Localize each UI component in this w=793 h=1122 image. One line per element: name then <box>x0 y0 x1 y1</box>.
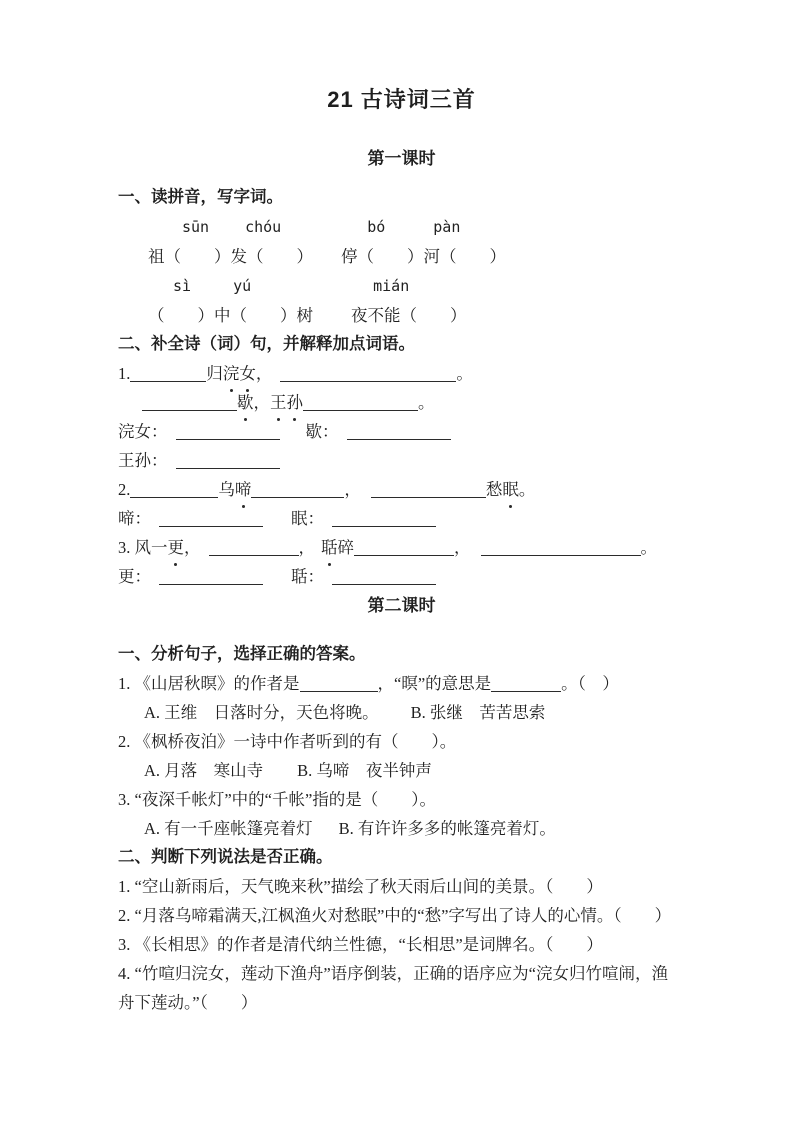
answer-blank[interactable] <box>354 539 454 556</box>
s2-j2-line <box>118 901 685 930</box>
spacer <box>251 290 373 291</box>
spacer <box>263 523 291 524</box>
pinyin-label: sì <box>173 277 192 295</box>
hanzi-row-2 <box>118 301 685 330</box>
spacer <box>118 775 144 776</box>
term-label: 更： <box>118 567 151 586</box>
term-label: 浣女： <box>118 422 168 441</box>
s1-sec1-heading <box>118 183 685 212</box>
emphasized-word <box>168 533 185 562</box>
answer-blank[interactable] <box>347 423 451 440</box>
question-text: ，“暝”的意思是 <box>377 674 492 693</box>
verse-text: 碎 <box>337 538 354 557</box>
judgment-text: 2. “月落乌啼霜满天,江枫渔火对愁眠”中的“愁”字写出了诗人的心情。（ ） <box>118 906 672 925</box>
emphasized-word <box>223 359 256 388</box>
term-label: 歇： <box>305 422 339 441</box>
answer-blank[interactable] <box>303 394 418 411</box>
spacer <box>168 436 176 437</box>
spacer <box>263 775 297 776</box>
spacer <box>168 465 176 466</box>
spacer <box>118 407 142 408</box>
emphasized-char: 浣 <box>223 359 240 388</box>
spacer <box>151 581 159 582</box>
option-a: A. 王维 日落时分，天色将晚。 <box>144 703 379 722</box>
verse-text: ， <box>253 393 270 412</box>
emphasized-word <box>235 475 252 504</box>
judgment-text: 1. “空山新雨后，天气晚来秋”描绘了秋天雨后山间的美景。（ ） <box>118 877 603 896</box>
s2-q2-options <box>118 756 685 785</box>
spacer <box>313 320 351 321</box>
pinyin-label: chóu <box>245 218 282 236</box>
emphasized-word <box>321 533 338 562</box>
lesson-title-text: 21 古诗词三首 <box>327 87 476 112</box>
answer-blank[interactable] <box>371 481 486 498</box>
answer-blank[interactable] <box>491 675 561 692</box>
word-blank-group: （ ）中（ ）树 <box>148 306 313 325</box>
s2-q3-options <box>118 814 685 843</box>
answer-blank[interactable] <box>142 394 237 411</box>
s1-q1-def1 <box>118 417 685 446</box>
verse-text: 乌 <box>218 480 235 499</box>
verse-text: 。 <box>640 538 657 557</box>
emphasized-char: 孙 <box>287 388 304 417</box>
emphasized-word <box>270 388 303 417</box>
s2-sec2-heading <box>118 843 685 872</box>
pinyin-row-1 <box>118 212 685 242</box>
spacer <box>191 290 233 291</box>
question-number: 3. 风一 <box>118 538 168 557</box>
answer-paren: 。（ ） <box>561 674 619 693</box>
spacer <box>272 378 280 379</box>
spacer <box>263 581 291 582</box>
option-a: A. 月落 寒山寺 <box>144 761 264 780</box>
verse-text: 归 <box>206 364 223 383</box>
pinyin-label: bó <box>367 218 386 236</box>
answer-blank[interactable] <box>176 423 280 440</box>
spacer <box>385 231 433 232</box>
spacer <box>118 320 148 321</box>
spacer <box>324 523 332 524</box>
s2-q1-options <box>118 698 685 727</box>
emphasized-char: 女 <box>239 359 256 388</box>
answer-blank[interactable] <box>251 481 344 498</box>
spacer <box>151 523 159 524</box>
answer-blank[interactable] <box>280 365 456 382</box>
s2-j4-line2 <box>118 988 685 1017</box>
session-1-label: 第一课时 <box>367 149 436 168</box>
pinyin-label: pàn <box>433 218 461 236</box>
section-heading-text: 一、分析句子，选择正确的答案。 <box>118 645 366 663</box>
term-label: 眠： <box>291 509 324 528</box>
word-blank-group: 夜不能（ ） <box>351 306 467 325</box>
hanzi-row-1 <box>118 242 685 271</box>
term-label: 聒： <box>291 567 324 586</box>
spacer <box>209 231 245 232</box>
session-2-heading <box>118 591 685 620</box>
judgment-text: 3. 《长相思》的作者是清代纳兰性德，“长相思”是词牌名。（ ） <box>118 935 603 954</box>
judgment-text: 舟下莲动。”（ ） <box>118 993 258 1012</box>
verse-text: ， <box>184 538 201 557</box>
verse-text: 。 <box>418 393 435 412</box>
s1-q3-line <box>118 533 685 562</box>
section-heading-text: 一、读拼音，写字词。 <box>118 188 283 206</box>
spacer <box>201 552 209 553</box>
verse-text: 。 <box>456 364 473 383</box>
s2-q2-line <box>118 727 685 756</box>
s2-q1-line <box>118 669 685 698</box>
spacer <box>118 261 148 262</box>
section-heading-text: 二、判断下列说法是否正确。 <box>118 848 333 866</box>
s2-sec1-heading <box>118 640 685 669</box>
s1-q2-def <box>118 504 685 533</box>
spacer <box>118 231 182 232</box>
answer-blank[interactable] <box>332 510 436 527</box>
spacer <box>339 436 347 437</box>
verse-text: ， <box>298 538 315 557</box>
question-text: 2. 《枫桥夜泊》一诗中作者听到的有（ ）。 <box>118 732 457 751</box>
emphasized-word <box>237 388 254 417</box>
judgment-text: 4. “竹喧归浣女，莲动下渔舟”语序倒装，正确的语序应为“浣女归竹喧闹，渔 <box>118 964 668 983</box>
pinyin-row-2 <box>118 271 685 301</box>
s1-q2-line <box>118 475 685 504</box>
spacer <box>118 290 173 291</box>
spacer <box>118 717 144 718</box>
spacer <box>361 494 371 495</box>
verse-text: ， <box>344 480 361 499</box>
question-number: 2. <box>118 480 131 499</box>
spacer <box>118 833 144 834</box>
emphasized-char: 更 <box>168 533 185 562</box>
term-label: 王孙： <box>118 451 168 470</box>
spacer <box>313 833 339 834</box>
term-label: 啼： <box>118 509 151 528</box>
question-number: 1. <box>118 364 131 383</box>
answer-blank[interactable] <box>159 510 263 527</box>
option-b: B. 有许许多多的帐篷亮着灯。 <box>338 819 556 838</box>
spacer <box>324 581 332 582</box>
answer-blank[interactable] <box>130 481 218 498</box>
s2-q3-line <box>118 785 685 814</box>
spacer <box>471 552 481 553</box>
emphasized-char: 歇 <box>237 388 254 417</box>
word-blank-group: 停（ ）河（ ） <box>341 247 506 266</box>
emphasized-char: 聒 <box>321 533 338 562</box>
answer-blank[interactable] <box>300 675 378 692</box>
question-text: 3. “夜深千帐灯”中的“千帐”指的是（ ）。 <box>118 790 437 809</box>
s2-j1-line <box>118 872 685 901</box>
s1-q3-def <box>118 562 685 591</box>
verse-text: 愁 <box>485 480 503 499</box>
option-b: B. 张继 苦苦思索 <box>410 703 546 722</box>
answer-blank[interactable] <box>209 539 299 556</box>
word-blank-group: 祖（ ）发（ ） <box>148 247 313 266</box>
spacer <box>281 231 367 232</box>
emphasized-char: 眠 <box>502 475 519 504</box>
answer-blank[interactable] <box>130 365 206 382</box>
emphasized-char: 啼 <box>235 475 252 504</box>
pinyin-label: mián <box>373 277 410 295</box>
answer-blank[interactable] <box>159 568 263 585</box>
answer-blank[interactable] <box>332 568 436 585</box>
session-2-label: 第二课时 <box>367 596 436 615</box>
section-heading-text: 二、补全诗（词）句，并解释加点词语。 <box>118 335 415 353</box>
s1-q1-line1 <box>118 359 685 388</box>
question-text: 1. 《山居秋暝》的作者是 <box>118 674 300 693</box>
document-body <box>118 84 685 1017</box>
option-a: A. 有一千座帐篷亮着灯 <box>144 819 313 838</box>
verse-text: 。 <box>518 480 536 499</box>
s1-q1-def2 <box>118 446 685 475</box>
spacer <box>379 717 411 718</box>
s1-q1-line2 <box>118 388 685 417</box>
answer-blank[interactable] <box>481 539 641 556</box>
verse-text: ， <box>454 538 471 557</box>
emphasized-word <box>502 475 519 504</box>
s2-j3-line <box>118 930 685 959</box>
spacer <box>313 261 341 262</box>
answer-blank[interactable] <box>176 452 280 469</box>
s2-j4-line1 <box>118 959 685 988</box>
emphasized-char: 王 <box>270 388 287 417</box>
lesson-title <box>118 84 685 116</box>
session-1-heading <box>118 144 685 173</box>
option-b: B. 乌啼 夜半钟声 <box>297 761 432 780</box>
verse-text: ， <box>255 364 273 383</box>
s1-sec2-heading <box>118 330 685 359</box>
pinyin-label: yú <box>233 277 252 295</box>
pinyin-label: sūn <box>182 218 210 236</box>
spacer <box>280 436 306 437</box>
